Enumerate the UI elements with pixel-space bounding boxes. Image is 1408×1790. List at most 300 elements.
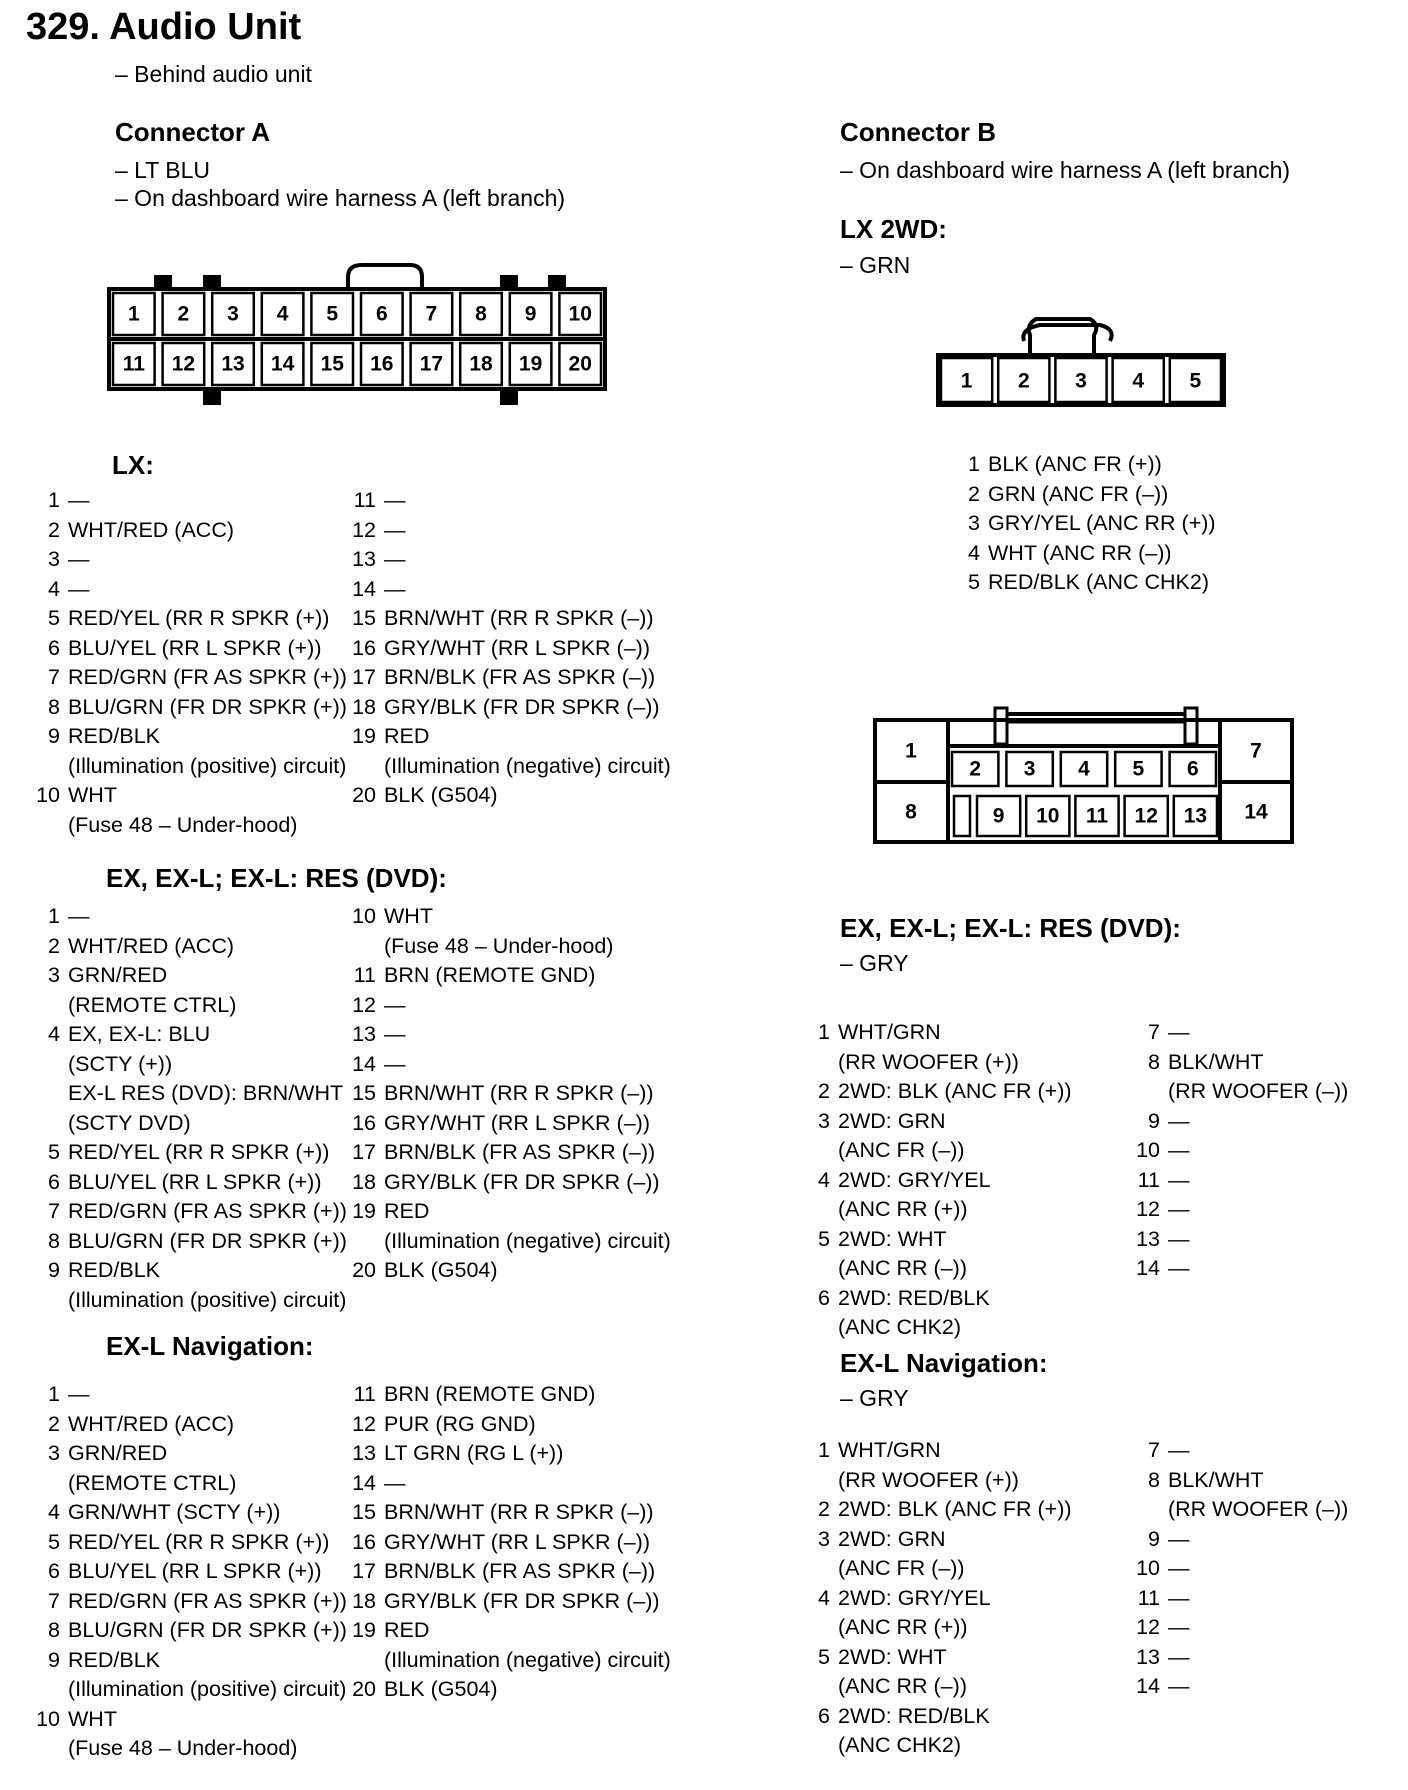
pin-row bbox=[30, 1410, 347, 1440]
pin-number: 5 bbox=[48, 1529, 60, 1554]
pin-number: 6 bbox=[48, 635, 60, 660]
pin-label: 2 bbox=[177, 302, 190, 326]
pin-description: BRN/BLK (FR AS SPKR (–)) bbox=[384, 1140, 656, 1164]
pin-number: 2 bbox=[818, 1079, 830, 1103]
pin-description: RED/GRN (FR AS SPKR (+)) bbox=[68, 1588, 347, 1613]
connector-a-lx-left bbox=[30, 486, 347, 840]
pin-description: — bbox=[1168, 1585, 1190, 1610]
pin-number: 1 bbox=[48, 1382, 60, 1406]
pin-row bbox=[950, 539, 1216, 569]
pin-row bbox=[346, 486, 671, 516]
pin-description: — bbox=[68, 1382, 90, 1406]
connector-b-nav-right bbox=[1130, 1436, 1348, 1702]
pin-number: 13 bbox=[352, 1022, 376, 1046]
pin-description: GRY/BLK (FR DR SPKR (–)) bbox=[384, 1169, 660, 1194]
pin-number: 14 bbox=[1136, 1256, 1160, 1280]
pin-description: WHT (Fuse 48 – Under-hood) bbox=[384, 904, 614, 958]
pin-number: 3 bbox=[968, 511, 980, 535]
pin-description: — bbox=[1168, 1108, 1190, 1133]
pin-row bbox=[1130, 1254, 1348, 1284]
pin-description: BLK/WHT (RR WOOFER (–)) bbox=[1168, 1467, 1349, 1521]
pin-row bbox=[1130, 1107, 1348, 1137]
pin-row bbox=[1130, 1136, 1348, 1166]
pin-description: RED/YEL (RR R SPKR (+)) bbox=[68, 1140, 330, 1164]
pin-description: 2WD: WHT (ANC RR (–)) bbox=[838, 1644, 967, 1698]
pin-row bbox=[800, 1284, 1072, 1343]
pin-row bbox=[30, 1557, 347, 1587]
pin-row bbox=[346, 1587, 671, 1617]
connector-a-nav-right bbox=[346, 1380, 671, 1705]
pin-description: — bbox=[384, 1051, 406, 1076]
pin-description: PUR (RG GND) bbox=[384, 1411, 536, 1436]
connector-a-lx-right bbox=[346, 486, 671, 811]
pin-number: 7 bbox=[48, 665, 60, 689]
pin-label: 2 bbox=[969, 757, 982, 781]
pin-description: — bbox=[68, 576, 90, 601]
connector-a-heading: Connector A bbox=[115, 117, 271, 147]
pin-description: BLU/YEL (RR L SPKR (+)) bbox=[68, 1169, 322, 1194]
pin-description: BLU/GRN (FR DR SPKR (+)) bbox=[68, 1228, 347, 1253]
connector-b-heading: Connector B bbox=[840, 117, 996, 147]
pin-number: 13 bbox=[352, 1441, 376, 1465]
pin-description: GRN/RED (REMOTE CTRL) bbox=[68, 1441, 237, 1495]
pin-description: 2WD: GRN (ANC FR (–)) bbox=[838, 1526, 965, 1580]
pin-description: RED/GRN (FR AS SPKR (+)) bbox=[68, 1199, 347, 1223]
pin-description: RED/YEL (RR R SPKR (+)) bbox=[68, 1529, 330, 1554]
pin-number: 7 bbox=[1148, 1438, 1160, 1462]
pin-label: 6 bbox=[1186, 757, 1199, 781]
pin-row bbox=[346, 1675, 671, 1705]
pin-row bbox=[1130, 1225, 1348, 1255]
pin-row bbox=[30, 604, 347, 634]
pin-number: 6 bbox=[818, 1703, 830, 1728]
pin-description: EX, EX-L: BLU (SCTY (+)) EX-L RES (DVD): BRN/WHT (SCTY DVD) bbox=[68, 1022, 344, 1135]
pin-number: 3 bbox=[48, 1441, 60, 1465]
connector-b-ex-right bbox=[1130, 1018, 1348, 1284]
pin-description: — bbox=[384, 576, 406, 601]
pin-number: 7 bbox=[48, 1588, 60, 1613]
location-note: – Behind audio unit bbox=[115, 61, 312, 87]
connector-b-nav-heading: EX-L Navigation: bbox=[840, 1348, 1048, 1378]
pin-row bbox=[346, 1197, 671, 1256]
pin-description: — bbox=[1168, 1197, 1190, 1221]
pin-row bbox=[950, 568, 1216, 598]
pin-label: 4 bbox=[1132, 369, 1145, 393]
pin-label: 13 bbox=[221, 352, 245, 376]
pin-row bbox=[346, 1557, 671, 1587]
pin-label: 11 bbox=[122, 352, 145, 376]
pin-row bbox=[346, 1528, 671, 1558]
pin-row bbox=[1130, 1672, 1348, 1702]
pin-row bbox=[346, 781, 671, 811]
pin-label: 19 bbox=[518, 352, 543, 376]
pin-row bbox=[800, 1702, 1072, 1761]
pin-label: 10 bbox=[568, 302, 592, 326]
pin-row bbox=[800, 1643, 1072, 1702]
pin-row bbox=[30, 1380, 347, 1410]
pin-row bbox=[346, 604, 671, 634]
pin-description: BLK (ANC FR (+)) bbox=[988, 452, 1162, 476]
pin-label: 3 bbox=[1023, 757, 1036, 781]
pin-description: BRN/WHT (RR R SPKR (–)) bbox=[384, 1081, 654, 1105]
pin-row bbox=[346, 1469, 671, 1499]
pin-number: 9 bbox=[1148, 1108, 1160, 1133]
pin-row bbox=[800, 1436, 1072, 1495]
pin-row bbox=[346, 961, 671, 991]
pin-description: GRN/WHT (SCTY (+)) bbox=[68, 1500, 281, 1524]
pin-number: 4 bbox=[818, 1167, 830, 1192]
pin-description: RED/BLK (Illumination (positive) circuit) bbox=[68, 724, 347, 778]
pin-label: 3 bbox=[1075, 369, 1087, 393]
pin-row bbox=[30, 932, 347, 962]
pin-label: 8 bbox=[475, 302, 487, 326]
pin-row bbox=[30, 961, 347, 1020]
pin-number: 3 bbox=[48, 547, 60, 571]
pin-label: 16 bbox=[370, 352, 394, 376]
pin-row bbox=[800, 1495, 1072, 1525]
pin-description: WHT/RED (ACC) bbox=[68, 933, 235, 958]
pin-row bbox=[346, 991, 671, 1021]
pin-row bbox=[346, 1050, 671, 1080]
pin-description: RED/YEL (RR R SPKR (+)) bbox=[68, 606, 330, 630]
pin-label: 14 bbox=[270, 352, 295, 376]
pin-description: LT GRN (RG L (+)) bbox=[384, 1441, 564, 1465]
pin-number: 9 bbox=[48, 724, 60, 748]
pin-label: 1 bbox=[905, 739, 917, 763]
pin-number: 1 bbox=[818, 1020, 830, 1044]
pin-row bbox=[30, 1256, 347, 1315]
pin-number: 10 bbox=[36, 1706, 60, 1731]
pin-row bbox=[800, 1107, 1072, 1166]
pin-number: 12 bbox=[1136, 1197, 1160, 1221]
pin-description: — bbox=[1168, 1526, 1190, 1551]
pin-description: GRY/BLK (FR DR SPKR (–)) bbox=[384, 694, 660, 719]
pin-description: — bbox=[1168, 1615, 1190, 1639]
connector-b-ex-heading: EX, EX-L; EX-L: RES (DVD): bbox=[840, 913, 1181, 943]
pin-label: 4 bbox=[1078, 757, 1090, 781]
pin-number: 1 bbox=[48, 488, 60, 512]
pin-number: 4 bbox=[48, 1500, 60, 1524]
pin-number: 18 bbox=[352, 1169, 376, 1194]
connector-a-lx-heading: LX: bbox=[112, 450, 154, 480]
pin-description: — bbox=[384, 547, 406, 571]
pin-description: BRN/BLK (FR AS SPKR (–)) bbox=[384, 1559, 656, 1583]
pin-number: 4 bbox=[48, 576, 60, 601]
pin-description: BLU/GRN (FR DR SPKR (+)) bbox=[68, 694, 347, 719]
pin-label: 3 bbox=[227, 302, 239, 326]
pin-description: 2WD: GRN (ANC FR (–)) bbox=[838, 1108, 965, 1162]
connector-b-lx2wd-color: – GRN bbox=[840, 252, 911, 278]
pin-description: 2WD: RED/BLK (ANC CHK2) bbox=[838, 1703, 990, 1757]
pin-label: 5 bbox=[326, 302, 339, 326]
pin-row bbox=[346, 1109, 671, 1139]
pin-row bbox=[1130, 1048, 1348, 1107]
pin-description: WHT (ANC RR (–)) bbox=[988, 540, 1172, 565]
pin-label: 8 bbox=[905, 800, 917, 824]
pin-description: BLU/GRN (FR DR SPKR (+)) bbox=[68, 1618, 347, 1642]
pin-row bbox=[30, 1498, 347, 1528]
pin-label: 1 bbox=[960, 369, 973, 393]
pin-number: 1 bbox=[818, 1438, 830, 1462]
pin-description: 2WD: GRY/YEL (ANC RR (+)) bbox=[838, 1167, 991, 1221]
connector-a-ex-left bbox=[30, 902, 347, 1315]
pin-number: 2 bbox=[818, 1497, 830, 1521]
pin-row bbox=[346, 545, 671, 575]
pin-number: 18 bbox=[352, 694, 376, 719]
pin-number: 14 bbox=[1136, 1674, 1160, 1698]
pin-row bbox=[1130, 1643, 1348, 1673]
pin-number: 16 bbox=[352, 635, 376, 660]
pin-description: BLU/YEL (RR L SPKR (+)) bbox=[68, 635, 322, 660]
pin-description: — bbox=[1168, 1226, 1190, 1251]
connector-b-nav-color: – GRY bbox=[840, 1385, 909, 1411]
pin-number: 9 bbox=[48, 1258, 60, 1282]
connector-b-lx2wd-heading: LX 2WD: bbox=[840, 214, 947, 244]
pin-description: GRN/RED (REMOTE CTRL) bbox=[68, 963, 237, 1017]
pin-number: 17 bbox=[352, 1140, 376, 1164]
pin-number: 1 bbox=[968, 452, 980, 476]
pin-description: BRN/BLK (FR AS SPKR (–)) bbox=[384, 665, 656, 689]
pin-number: 20 bbox=[352, 783, 376, 807]
pin-description: — bbox=[384, 1470, 406, 1495]
pin-description: WHT (Fuse 48 – Under-hood) bbox=[68, 1706, 298, 1760]
pin-row bbox=[30, 781, 347, 840]
pin-description: RED (Illumination (negative) circuit) bbox=[384, 1199, 671, 1253]
pin-number: 12 bbox=[352, 517, 376, 542]
pin-description: BLK (G504) bbox=[384, 1677, 498, 1701]
pin-row bbox=[30, 1020, 347, 1138]
pin-label: 2 bbox=[1017, 369, 1030, 393]
connector-a-nav-heading: EX-L Navigation: bbox=[106, 1331, 314, 1361]
pin-row bbox=[346, 1439, 671, 1469]
pin-number: 6 bbox=[48, 1559, 60, 1583]
pin-row bbox=[800, 1584, 1072, 1643]
pin-row bbox=[1130, 1554, 1348, 1584]
pin-description: — bbox=[1168, 1556, 1190, 1580]
pin-number: 15 bbox=[352, 606, 376, 630]
connector-a-ex-right bbox=[346, 902, 671, 1286]
pin-number: 8 bbox=[1148, 1467, 1160, 1492]
pin-number: 17 bbox=[352, 1559, 376, 1583]
pin-number: 13 bbox=[352, 547, 376, 571]
pin-row bbox=[1130, 1195, 1348, 1225]
pin-description: GRY/WHT (RR L SPKR (–)) bbox=[384, 1529, 650, 1554]
pin-row bbox=[950, 450, 1216, 480]
pin-description: RED (Illumination (negative) circuit) bbox=[384, 1618, 671, 1672]
pin-row bbox=[800, 1077, 1072, 1107]
pin-number: 5 bbox=[48, 1140, 60, 1164]
pin-number: 11 bbox=[353, 1382, 376, 1406]
pin-row bbox=[346, 693, 671, 723]
pin-description: — bbox=[384, 488, 406, 512]
pin-number: 4 bbox=[818, 1585, 830, 1610]
pin-row bbox=[30, 663, 347, 693]
pin-number: 10 bbox=[352, 904, 376, 928]
pin-row bbox=[30, 545, 347, 575]
pin-number: 8 bbox=[48, 1618, 60, 1642]
pin-description: RED/BLK (Illumination (positive) circuit) bbox=[68, 1647, 347, 1701]
pin-row bbox=[30, 1616, 347, 1646]
pin-number: 20 bbox=[352, 1258, 376, 1282]
connector-b-nav-left bbox=[800, 1436, 1072, 1761]
pin-description: — bbox=[68, 488, 90, 512]
pin-number: 4 bbox=[48, 1022, 60, 1046]
pin-description: BRN (REMOTE GND) bbox=[384, 1382, 596, 1406]
pin-number: 2 bbox=[968, 481, 980, 506]
pin-description: RED/BLK (ANC CHK2) bbox=[988, 570, 1210, 594]
pin-number: 11 bbox=[1137, 1585, 1160, 1610]
pin-row bbox=[800, 1018, 1072, 1077]
pin-description: — bbox=[1168, 1138, 1190, 1162]
pin-row bbox=[346, 575, 671, 605]
pin-number: 3 bbox=[48, 963, 60, 987]
pin-row bbox=[30, 722, 347, 781]
pin-description: RED/GRN (FR AS SPKR (+)) bbox=[68, 665, 347, 689]
pin-row bbox=[346, 1168, 671, 1198]
pin-description: WHT/RED (ACC) bbox=[68, 1411, 235, 1436]
pin-description: BLU/YEL (RR L SPKR (+)) bbox=[68, 1559, 322, 1583]
pin-description: WHT/GRN (RR WOOFER (+)) bbox=[838, 1438, 1019, 1492]
pin-number: 10 bbox=[1136, 1556, 1160, 1580]
pin-description: — bbox=[384, 1022, 406, 1046]
pin-number: 13 bbox=[1136, 1226, 1160, 1251]
pin-row bbox=[30, 693, 347, 723]
pin-number: 16 bbox=[352, 1110, 376, 1135]
pin-number: 13 bbox=[1136, 1644, 1160, 1669]
connector-b-lx2wd-diagram bbox=[930, 305, 1230, 415]
pin-row bbox=[346, 516, 671, 546]
pin-number: 7 bbox=[1148, 1020, 1160, 1044]
pin-row bbox=[30, 1138, 347, 1168]
pin-row bbox=[30, 1587, 347, 1617]
pin-description: GRY/YEL (ANC RR (+)) bbox=[988, 511, 1216, 535]
pin-number: 2 bbox=[48, 517, 60, 542]
pin-label: 9 bbox=[524, 302, 537, 326]
connector-b-harness: – On dashboard wire harness A (left branch) bbox=[840, 157, 1291, 183]
pin-row bbox=[30, 1168, 347, 1198]
pin-description: — bbox=[1168, 1020, 1190, 1044]
pin-row bbox=[30, 1197, 347, 1227]
pin-row bbox=[1130, 1166, 1348, 1196]
pin-row bbox=[30, 1528, 347, 1558]
pin-number: 16 bbox=[352, 1529, 376, 1554]
pin-row bbox=[30, 1227, 347, 1257]
pin-description: BRN (REMOTE GND) bbox=[384, 963, 596, 987]
pin-row bbox=[346, 1020, 671, 1050]
connector-b-ex-left bbox=[800, 1018, 1072, 1343]
pin-description: — bbox=[384, 517, 406, 542]
pin-number: 5 bbox=[818, 1226, 830, 1251]
pin-number: 15 bbox=[352, 1081, 376, 1105]
pin-number: 11 bbox=[353, 963, 376, 987]
pin-description: RED (Illumination (negative) circuit) bbox=[384, 724, 671, 778]
pin-description: BLK/WHT (RR WOOFER (–)) bbox=[1168, 1049, 1349, 1103]
pin-row bbox=[1130, 1584, 1348, 1614]
pin-description: 2WD: GRY/YEL (ANC RR (+)) bbox=[838, 1585, 991, 1639]
pin-description: — bbox=[1168, 1674, 1190, 1698]
pin-label: 20 bbox=[568, 352, 592, 376]
pin-label: 10 bbox=[1036, 804, 1060, 828]
pin-number: 8 bbox=[1148, 1049, 1160, 1074]
pin-number: 15 bbox=[352, 1500, 376, 1524]
pin-number: 12 bbox=[352, 992, 376, 1017]
pin-row bbox=[30, 902, 347, 932]
pin-number: 9 bbox=[1148, 1526, 1160, 1551]
pin-number: 17 bbox=[352, 665, 376, 689]
pin-description: — bbox=[1168, 1438, 1190, 1462]
pin-number: 7 bbox=[48, 1199, 60, 1223]
pin-number: 14 bbox=[352, 1470, 376, 1495]
pin-description: WHT (Fuse 48 – Under-hood) bbox=[68, 783, 298, 837]
pin-label: 14 bbox=[1244, 800, 1268, 824]
pin-description: WHT/RED (ACC) bbox=[68, 517, 235, 542]
pin-row bbox=[1130, 1018, 1348, 1048]
pin-row bbox=[346, 1616, 671, 1675]
pin-row bbox=[346, 902, 671, 961]
pin-label: 5 bbox=[1132, 757, 1145, 781]
pin-number: 2 bbox=[48, 933, 60, 958]
pin-row bbox=[346, 1138, 671, 1168]
pin-label: 17 bbox=[419, 352, 444, 376]
pin-label: 13 bbox=[1183, 804, 1208, 828]
pin-number: 11 bbox=[1137, 1167, 1160, 1192]
pin-row bbox=[800, 1525, 1072, 1584]
pin-number: 20 bbox=[352, 1677, 376, 1701]
pin-row bbox=[1130, 1466, 1348, 1525]
connector-a-diagram bbox=[100, 255, 620, 415]
pin-label: 12 bbox=[171, 352, 196, 376]
pin-label: 7 bbox=[425, 302, 438, 326]
pin-number: 3 bbox=[818, 1108, 830, 1133]
pin-description: GRN (ANC FR (–)) bbox=[988, 481, 1169, 506]
pin-description: 2WD: BLK (ANC FR (+)) bbox=[838, 1079, 1072, 1103]
connector-a-nav-left bbox=[30, 1380, 347, 1764]
pin-number: 6 bbox=[48, 1169, 60, 1194]
pin-number: 12 bbox=[1136, 1615, 1160, 1639]
pin-label: 12 bbox=[1134, 804, 1158, 828]
pin-number: 1 bbox=[48, 904, 60, 928]
connector-a-color: – LT BLU bbox=[115, 157, 211, 183]
pin-label: 11 bbox=[1085, 804, 1109, 828]
pin-cell bbox=[954, 796, 970, 836]
pin-row bbox=[346, 1079, 671, 1109]
pin-row bbox=[346, 1410, 671, 1440]
pin-row bbox=[1130, 1525, 1348, 1555]
connector-b-lx2wd-list bbox=[950, 450, 1216, 598]
pin-number: 3 bbox=[818, 1526, 830, 1551]
pin-row bbox=[800, 1166, 1072, 1225]
pin-description: 2WD: BLK (ANC FR (+)) bbox=[838, 1497, 1072, 1521]
pin-number: 5 bbox=[818, 1644, 830, 1669]
pin-number: 11 bbox=[353, 488, 376, 512]
pin-row bbox=[346, 1498, 671, 1528]
pin-description: BLK (G504) bbox=[384, 1258, 498, 1282]
pin-row bbox=[346, 663, 671, 693]
pin-description: — bbox=[1168, 1167, 1190, 1192]
pin-number: 19 bbox=[352, 1199, 376, 1223]
pin-label: 9 bbox=[992, 804, 1005, 828]
pin-description: — bbox=[1168, 1644, 1190, 1669]
pin-row bbox=[30, 1646, 347, 1705]
pin-label: 15 bbox=[320, 352, 344, 376]
pin-number: 5 bbox=[968, 570, 980, 594]
pin-number: 8 bbox=[48, 1228, 60, 1253]
pin-number: 8 bbox=[48, 694, 60, 719]
pin-description: RED/BLK (Illumination (positive) circuit) bbox=[68, 1258, 347, 1312]
pin-number: 6 bbox=[818, 1285, 830, 1310]
pin-row bbox=[30, 516, 347, 546]
pin-row bbox=[30, 1439, 347, 1498]
